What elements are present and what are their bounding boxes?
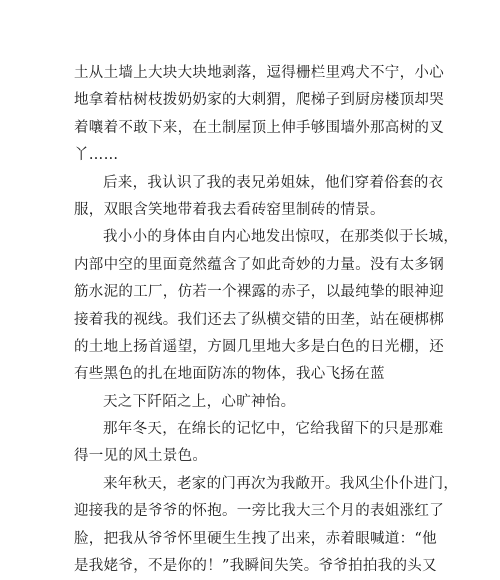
paragraph — [74, 224, 459, 388]
text-line: 来年秋天，老家的门再次为我敞开。我风尘仆仆进门， — [103, 475, 459, 492]
text-line: 内部中空的里面竟然蕴含了如此奇妙的力量。没有太多钢 — [74, 256, 444, 273]
text-line: 后来，我认识了我的表兄弟姐妹，他们穿着俗套的衣 — [103, 174, 444, 191]
text-line: 的土地上扬首遥望，方圆几里地大多是白色的日光棚，还 — [74, 338, 444, 355]
text-line: 地拿着枯树枝拨奶奶家的大刺猬，爬梯子到厨房楼顶却哭 — [74, 92, 444, 109]
text-line: 是我姥爷，不是你的！”我瞬间失笑。爷爷拍拍我的头又 — [74, 558, 437, 575]
text-line: 有些黑色的扎在地面防冻的物体，我心飞扬在蓝 — [74, 366, 385, 383]
text-line: 迎接我的是爷爷的怀抱。一旁比我大三个月的表姐涨红了 — [74, 503, 444, 520]
text-line: 筋水泥的工厂，仿若一个裸露的赤子，以最纯挚的眼神迎 — [74, 284, 444, 301]
text-line: 我小小的身体由自内心地发出惊叹，在那类似于长城， — [103, 229, 459, 246]
text-line: 天之下阡陌之上，心旷神怡。 — [103, 393, 296, 410]
text-line: 得一见的风土景色。 — [74, 448, 208, 465]
text-line: 服，双眼含笑地带着我去看砖窑里制砖的情景。 — [74, 201, 385, 218]
text-line: 脸，把我从爷爷怀里硬生生拽了出来，赤着眼喊道：“他 — [74, 530, 437, 547]
text-line: 接着我的视线。我们还去了纵横交错的田垄，站在硬梆梆 — [74, 311, 444, 328]
text-line: 土从土墙上大块大块地剥落，逗得栅栏里鸡犬不宁，小心 — [74, 65, 444, 81]
text-line: 那年冬天，在绵长的记忆中，它给我留下的只是那难 — [103, 421, 444, 438]
paragraph — [74, 416, 444, 471]
text-line: 丫…… — [74, 147, 119, 164]
paragraph — [74, 170, 444, 225]
paragraph — [74, 60, 444, 170]
text-line: 着嚷着不敢下来，在土制屋顶上伸手够围墙外那高树的叉 — [74, 119, 444, 136]
article-body — [74, 60, 459, 580]
paragraph — [74, 471, 459, 580]
paragraph — [74, 389, 426, 416]
